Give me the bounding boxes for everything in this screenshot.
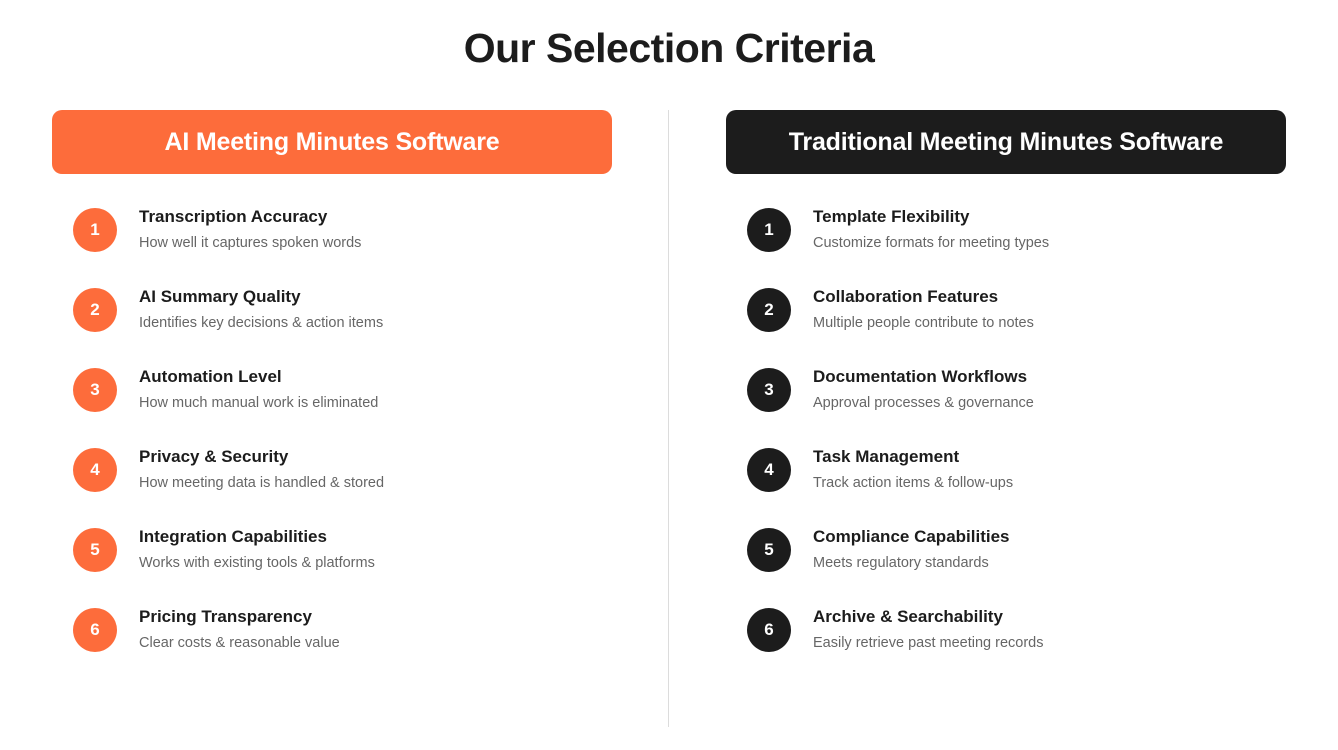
item-description: Works with existing tools & platforms (139, 554, 375, 571)
item-description: Easily retrieve past meeting records (813, 634, 1044, 651)
page-title: Our Selection Criteria (463, 25, 875, 71)
item-number-badge: 5 (747, 528, 791, 572)
list-item (52, 445, 612, 494)
item-text (139, 365, 378, 414)
item-title: AI Summary Quality (139, 287, 301, 307)
item-description: Identifies key decisions & action items (139, 315, 384, 332)
list-item (52, 205, 612, 254)
list-item (726, 285, 1286, 334)
item-number-badge: 2 (747, 288, 791, 332)
item-text (813, 205, 1049, 254)
item-title: Collaboration Features (813, 287, 999, 307)
item-number-badge: 4 (73, 448, 117, 492)
criteria-list-traditional (726, 205, 1286, 654)
item-description: How well it captures spoken words (139, 235, 362, 252)
item-description: Clear costs & reasonable value (139, 634, 340, 651)
item-text (813, 285, 1034, 334)
list-item (52, 525, 612, 574)
item-text (813, 525, 1010, 574)
list-item (52, 285, 612, 334)
item-text (139, 285, 383, 334)
item-title: Task Management (813, 447, 960, 467)
column-divider (668, 110, 669, 727)
column-header-traditional: Traditional Meeting Minutes Software (726, 110, 1286, 174)
item-number-badge: 5 (73, 528, 117, 572)
column-header-ai: AI Meeting Minutes Software (52, 110, 612, 174)
item-number-badge: 6 (73, 608, 117, 652)
list-item (52, 605, 612, 654)
item-title: Automation Level (139, 367, 282, 387)
list-item (726, 365, 1286, 414)
item-number-badge: 4 (747, 448, 791, 492)
item-number-badge: 3 (73, 368, 117, 412)
item-description: How much manual work is eliminated (139, 395, 379, 412)
list-item (726, 445, 1286, 494)
item-text (813, 605, 1044, 654)
item-text (139, 525, 375, 574)
item-title: Integration Capabilities (139, 527, 327, 546)
item-title: Template Flexibility (813, 207, 970, 227)
list-item (52, 365, 612, 414)
item-number-badge: 6 (747, 608, 791, 652)
item-title: Compliance Capabilities (813, 527, 1010, 546)
column-traditional (726, 110, 1286, 654)
item-number-badge: 1 (747, 208, 791, 252)
item-description: Meets regulatory standards (813, 554, 989, 571)
item-text (813, 365, 1034, 414)
item-description: How meeting data is handled & stored (139, 474, 385, 491)
item-number-badge: 3 (747, 368, 791, 412)
column-ai (52, 110, 612, 654)
item-title: Archive & Searchability (813, 606, 1003, 626)
list-item (726, 205, 1286, 254)
item-title: Transcription Accuracy (139, 207, 328, 227)
item-description: Track action items & follow-ups (813, 474, 1014, 491)
item-text (139, 445, 384, 494)
item-text (813, 445, 1013, 494)
item-description: Multiple people contribute to notes (813, 315, 1034, 332)
item-title: Documentation Workflows (813, 367, 1028, 387)
item-number-badge: 1 (73, 208, 117, 252)
item-title: Pricing Transparency (139, 606, 312, 626)
list-item (726, 605, 1286, 654)
item-text (139, 205, 361, 254)
item-number-badge: 2 (73, 288, 117, 332)
item-title: Privacy & Security (139, 447, 289, 467)
list-item (726, 525, 1286, 574)
criteria-list-ai (52, 205, 612, 654)
item-description: Approval processes & governance (813, 395, 1034, 412)
item-text (139, 605, 340, 654)
item-description: Customize formats for meeting types (813, 235, 1050, 252)
criteria-columns (0, 110, 1338, 654)
